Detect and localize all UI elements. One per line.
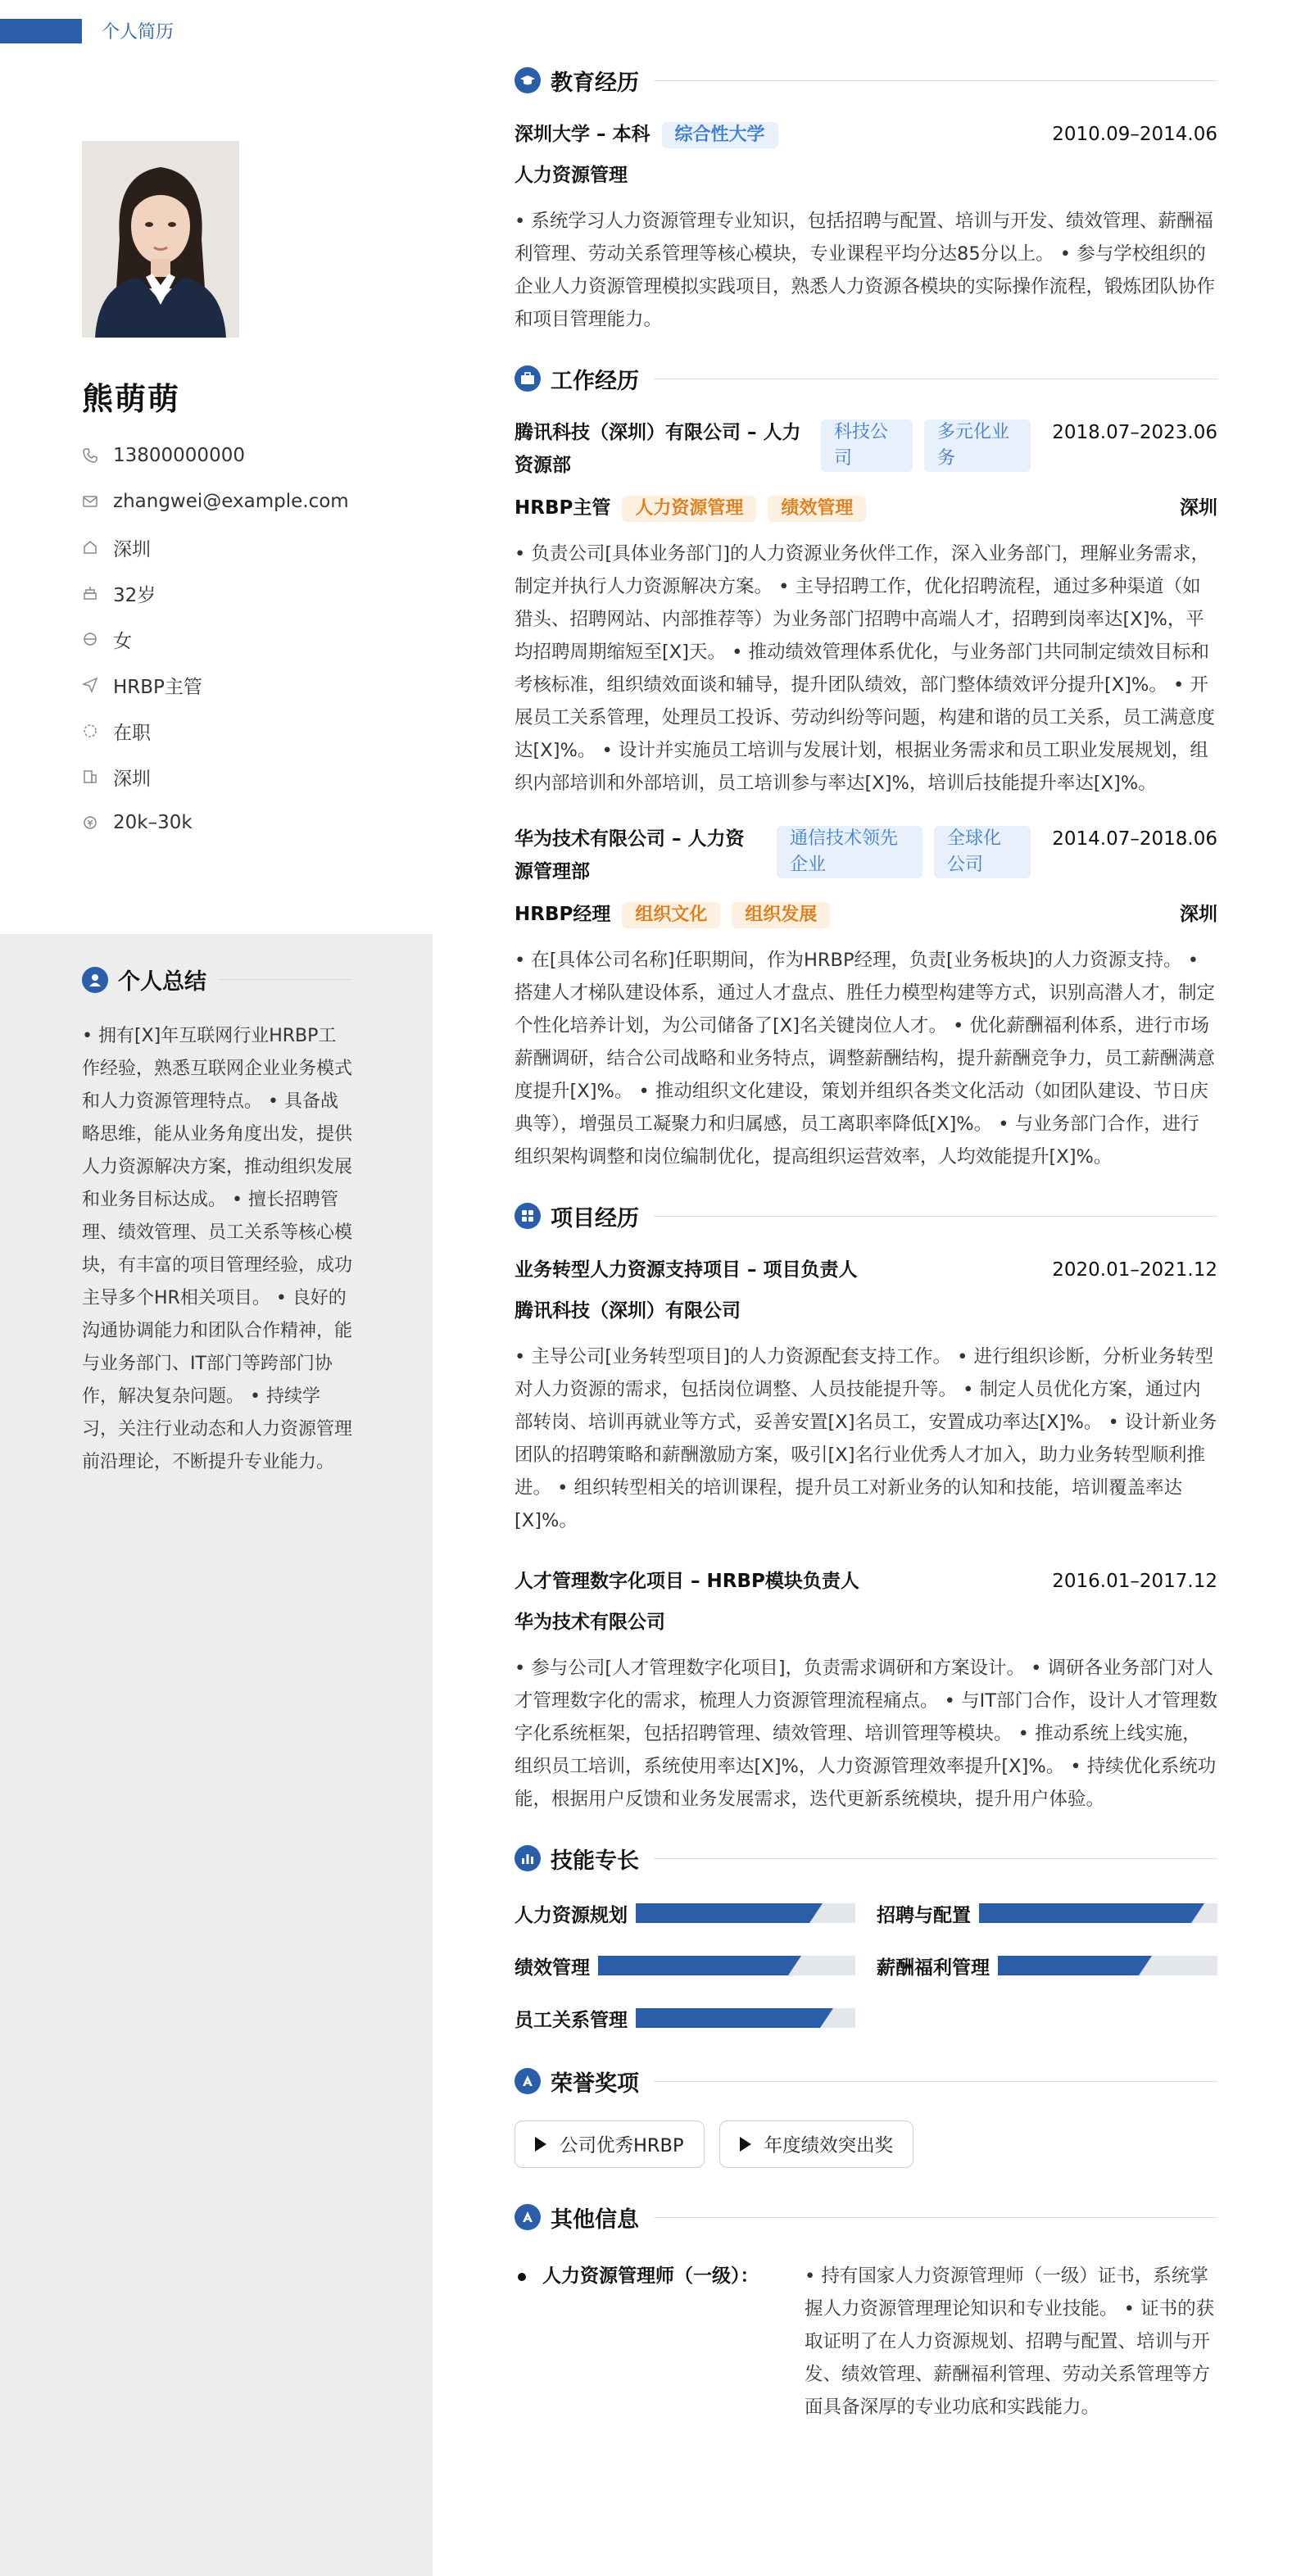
project-description: • 参与公司[人才管理数字化项目]，负责需求调研和方案设计。 • 调研各业务部门对人才管理数字化的需求，梳理人力资源管理流程痛点。 • 与IT部门合作，设计人才管理数字化系统框架，包括招聘管理、绩效管理、培训管理等模块。 • 推动系统上线实施，组织员工培训，系统使用率达[X]%，人力资源管理效率提升[X]%。 • 持续优化系统功能，根据用户反馈和业务发展需求，迭代更新系统模块，提升用户体验。 <box>515 1658 1217 1810</box>
skill-bar-fill <box>636 1903 809 1923</box>
skill-bar-track <box>598 1956 855 1975</box>
work-role-tag: 组织发展 <box>732 902 830 928</box>
graduation-cap-icon <box>515 67 541 93</box>
projects-heading <box>515 1198 1217 1234</box>
other-label: 人力资源管理师（一级）： <box>542 2265 759 2287</box>
status-icon <box>82 723 98 739</box>
work-role-row <box>515 898 830 931</box>
cake-icon <box>82 585 98 601</box>
skill-name: 绩效管理 <box>515 1957 590 1979</box>
other-heading <box>515 2199 1217 2235</box>
education-divider <box>654 80 1217 81</box>
skill-bar-fill <box>998 1956 1139 1975</box>
skill-bar-fill <box>979 1903 1191 1923</box>
info-phone <box>82 433 349 478</box>
work-company-tag: 通信技术领先企业 <box>777 826 922 878</box>
salary-icon <box>82 814 98 831</box>
project-company: 腾讯科技（深圳）有限公司 <box>515 1300 741 1322</box>
project-description: • 主导公司[业务转型项目]的人力资源配套支持工作。 • 进行组织诊断，分析业务转型对人力资源的需求，包括岗位调整、人员技能提升等。 • 制定人员优化方案，通过内部转岗、培训再就业等方式，妥善安置[X]名员工，安置成功率达[X]%。 • 设计新业务团队的招聘策略和薪酬激励方案，吸引[X]名行业优秀人才加入，助力业务转型顺利推进。 • 组织转型相关的培训课程，提升员工对新业务的认知和技能，培训覆盖率达[X]%。 <box>515 1346 1217 1531</box>
summary-title: 个人总结 <box>118 969 206 995</box>
info-age-text: 32岁 <box>113 584 156 606</box>
award-icon <box>515 2068 541 2094</box>
work-heading <box>515 361 1217 397</box>
work-role: HRBP经理 <box>515 904 611 925</box>
work-city: 深圳 <box>1180 904 1217 925</box>
letter-a-icon <box>515 2204 541 2230</box>
work-role-tag: 绩效管理 <box>768 496 866 522</box>
project-date: 2020.01–2021.12 <box>1052 1259 1217 1281</box>
work-company: 腾讯科技（深圳）有限公司 – 人力资源部 <box>515 422 801 476</box>
education-title: 教育经历 <box>551 70 639 96</box>
other-entry <box>515 2260 1217 2424</box>
work-role-row <box>515 492 866 524</box>
summary-text: • 拥有[X]年互联网行业HRBP工作经验，熟悉互联网企业业务模式和人力资源管理特点。 • 具备战略思维，能从业务角度出发，提供人力资源解决方案，推动组织发展和业务目标达成。 • 擅长招聘管理、绩效管理、员工关系等核心模块，有丰富的项目管理经验，成功主导多个HR相关项目。 • 良好的沟通协调能力和团队合作精神，能与业务部门、IT部门等跨部门协作，解决复杂问题。 • 持续学习，关注行业动态和人力资源管理前沿理论，不断提升专业能力。 <box>82 1026 353 1472</box>
header-tag-label: 个人简历 <box>102 22 175 43</box>
education-tag: 综合性大学 <box>662 122 778 148</box>
home-icon <box>82 539 98 556</box>
info-status <box>82 708 349 754</box>
play-icon <box>535 2137 546 2152</box>
skill-name: 人力资源规划 <box>515 1904 628 1926</box>
work-description: • 负责公司[具体业务部门]的人力资源业务伙伴工作，深入业务部门，理解业务需求，制定并执行人力资源解决方案。 • 主导招聘工作，优化招聘流程，通过多种渠道（如猎头、招聘网站、内部推荐等）为业务部门招聘中高端人才，招聘到岗率达[X]%，平均招聘周期缩短至[X]天。 • 推动绩效管理体系优化，与业务部门共同制定绩效目标和考核标准，组织绩效面谈和辅导，提升团队绩效，部门整体绩效评分提升[X]%。 • 开展员工关系管理，处理员工投诉、劳动纠纷等问题，构建和谐的员工关系，员工满意度达[X]%。 • 设计并实施员工培训与发展计划，根据业务需求和员工职业发展规划，组织内部培训和外部培训，员工培训参与率达[X]%，培训后技能提升率达[X]%。 <box>515 543 1216 794</box>
main-content <box>515 62 1217 2424</box>
header-accent-bar <box>0 19 82 43</box>
user-icon <box>82 967 108 993</box>
other-text: • 持有国家人力资源管理师（一级）证书，系统掌握人力资源管理理论知识和专业技能。 • 证书的获取证明了在人力资源规划、招聘与配置、培训与开发、绩效管理、薪酬福利管理、劳动关系管理等方面具备深厚的专业功底和实践能力。 <box>805 2265 1215 2418</box>
summary-divider <box>218 979 352 980</box>
skill-name: 员工关系管理 <box>515 2009 628 2031</box>
education-date: 2010.09–2014.06 <box>1052 124 1217 145</box>
honors-divider <box>654 2081 1217 2082</box>
honors-title: 荣誉奖项 <box>551 2070 639 2097</box>
project-date: 2016.01–2017.12 <box>1052 1571 1217 1592</box>
work-company-tag: 科技公司 <box>821 420 913 472</box>
skill-bar-track <box>998 1956 1217 1975</box>
skills-divider <box>654 1858 1217 1859</box>
project-company: 华为技术有限公司 <box>515 1612 665 1633</box>
info-city-text: 深圳 <box>113 538 151 560</box>
skill-item <box>515 1896 855 1930</box>
skills-heading <box>515 1840 1217 1876</box>
phone-icon <box>82 447 98 464</box>
honors-heading <box>515 2063 1217 2099</box>
work-entry <box>515 823 1217 1173</box>
education-school-row <box>515 118 778 151</box>
project-entry <box>515 1565 1217 1816</box>
send-icon <box>82 677 98 693</box>
skill-bar-fill <box>598 1956 788 1975</box>
skill-item <box>877 1948 1217 1983</box>
work-company-tag: 多元化业务 <box>924 420 1031 472</box>
projects-title: 项目经历 <box>551 1205 639 1231</box>
summary-section <box>82 964 352 1479</box>
skill-item <box>515 1948 855 1983</box>
info-location-text: 深圳 <box>113 768 151 790</box>
education-heading <box>515 62 1217 98</box>
building-icon <box>82 769 98 785</box>
grid-icon <box>515 1203 541 1229</box>
work-company-tag: 全球化公司 <box>934 826 1031 878</box>
honor-badge <box>719 2120 914 2168</box>
info-city <box>82 524 349 570</box>
briefcase-icon <box>515 365 541 392</box>
work-role-tag: 组织文化 <box>622 902 720 928</box>
info-salary-text: 20k–30k <box>113 812 193 833</box>
education-description: • 系统学习人力资源管理专业知识，包括招聘与配置、培训与开发、绩效管理、薪酬福利管理、劳动关系管理等核心模块，专业课程平均分达85分以上。 • 参与学校组织的企业人力资源管理模拟实践项目，熟悉人力资源各模块的实际操作流程，锻炼团队协作和项目管理能力。 <box>515 211 1216 330</box>
project-name: 业务转型人力资源支持项目 – 项目负责人 <box>515 1259 858 1281</box>
honor-badge <box>515 2120 705 2168</box>
skill-name: 薪酬福利管理 <box>877 1957 990 1979</box>
summary-heading <box>82 964 352 995</box>
education-major: 人力资源管理 <box>515 165 628 186</box>
info-age <box>82 570 349 616</box>
contact-info-list <box>82 433 349 846</box>
bullet-icon <box>518 2273 526 2281</box>
info-position-text: HRBP主管 <box>113 676 202 698</box>
profile-photo <box>82 141 239 338</box>
info-phone-text: 13800000000 <box>113 445 245 466</box>
info-email <box>82 478 349 524</box>
skill-bar-track <box>636 1903 855 1923</box>
education-school: 深圳大学 – 本科 <box>515 124 650 145</box>
work-date: 2014.07–2018.06 <box>1052 828 1217 850</box>
work-role-tag: 人力资源管理 <box>622 496 756 522</box>
skill-item <box>515 2001 855 2035</box>
education-entry <box>515 118 1217 336</box>
info-location <box>82 754 349 800</box>
info-status-text: 在职 <box>113 722 151 744</box>
other-title: 其他信息 <box>551 2206 639 2233</box>
info-salary <box>82 800 349 846</box>
skill-bar-track <box>636 2008 855 2028</box>
gender-icon <box>82 631 98 647</box>
bar-chart-icon <box>515 1845 541 1871</box>
skill-bar-fill <box>636 2008 820 2028</box>
work-entry <box>515 416 1217 800</box>
project-entry <box>515 1254 1217 1537</box>
work-date: 2018.07–2023.06 <box>1052 422 1217 443</box>
other-divider <box>654 2217 1217 2218</box>
work-title: 工作经历 <box>551 368 639 394</box>
project-name: 人才管理数字化项目 – HRBP模块负责人 <box>515 1571 859 1592</box>
honor-label: 年度绩效突出奖 <box>764 2135 894 2156</box>
work-description: • 在[具体公司名称]任职期间，作为HRBP经理，负责[业务板块]的人力资源支持。 • 搭建人才梯队建设体系，通过人才盘点、胜任力模型构建等方式，识别高潜人才，制定个性化培养计划，为公司储备了[X]名关键岗位人才。 • 优化薪酬福利体系，进行市场薪酬调研，结合公司战略和业务特点，调整薪酬结构，提升薪酬竞争力，员工薪酬满意度提升[X]%。 • 推动组织文化建设，策划并组织各类文化活动（如团队建设、节日庆典等），增强员工凝聚力和归属感，员工离职率降低[X]%。 • 与业务部门合作，进行组织架构调整和岗位编制优化，提高组织运营效率，人均效能提升[X]%。 <box>515 950 1216 1168</box>
skills-grid <box>515 1896 1217 2035</box>
candidate-name: 熊萌萌 <box>82 381 181 417</box>
portrait-image <box>82 141 239 338</box>
honors-list <box>515 2120 1217 2168</box>
info-gender <box>82 616 349 662</box>
info-position <box>82 662 349 708</box>
skill-item <box>877 1896 1217 1930</box>
honor-label: 公司优秀HRBP <box>560 2135 684 2156</box>
info-email-text: zhangwei@example.com <box>113 491 349 512</box>
skill-bar-track <box>979 1903 1217 1923</box>
skill-name: 招聘与配置 <box>877 1904 971 1926</box>
work-city: 深圳 <box>1180 497 1217 519</box>
mail-icon <box>82 493 98 510</box>
work-role: HRBP主管 <box>515 497 611 519</box>
play-icon <box>740 2137 751 2152</box>
info-gender-text: 女 <box>113 630 132 652</box>
work-company: 华为技术有限公司 – 人力资源管理部 <box>515 828 745 882</box>
resume-header-tag <box>0 18 174 43</box>
projects-divider <box>654 1216 1217 1217</box>
skills-title: 技能专长 <box>551 1848 639 1874</box>
